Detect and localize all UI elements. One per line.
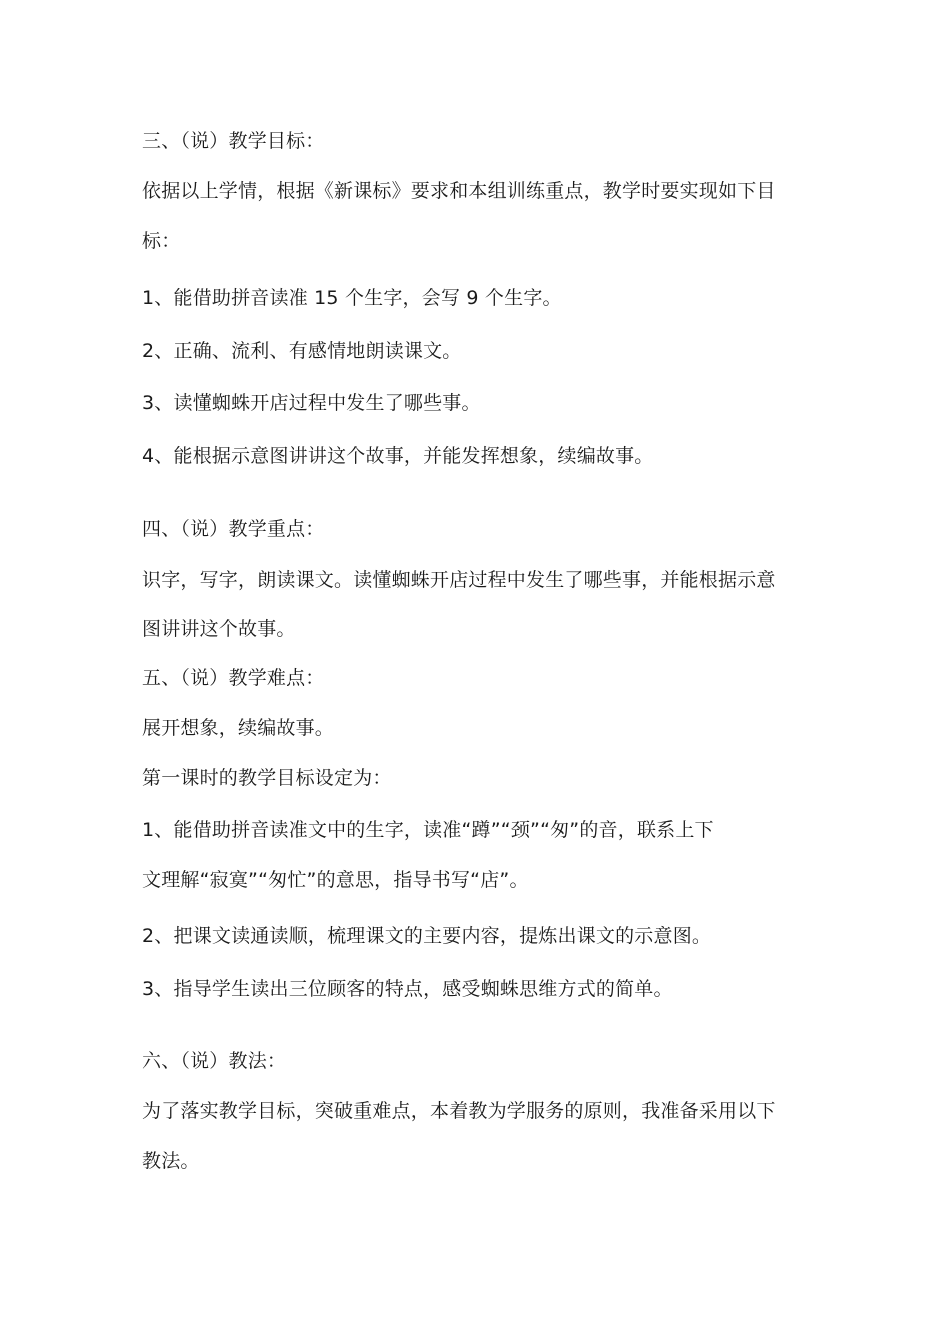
key-points-line2: 图讲讲这个故事。 bbox=[142, 618, 296, 640]
key-points-line1: 识字，写字，朗读课文。读懂蜘蛛开店过程中发生了哪些事，并能根据示意 bbox=[142, 569, 776, 591]
objective-item-1: 1、能借助拼音读准 15 个生字，会写 9 个生字。 bbox=[142, 287, 562, 309]
difficulties-line1: 展开想象，续编故事。 bbox=[142, 717, 335, 739]
difficulties-heading: 五、（说）教学难点： bbox=[142, 667, 325, 689]
methods-line2: 教法。 bbox=[142, 1150, 200, 1172]
objective-item-2: 2、正确、流利、有感情地朗读课文。 bbox=[142, 340, 462, 362]
methods-line1: 为了落实教学目标，突破重难点，本着教为学服务的原则，我准备采用以下 bbox=[142, 1100, 776, 1122]
objectives-heading: 三、（说）教学目标： bbox=[142, 130, 325, 152]
first-lesson-heading: 第一课时的教学目标设定为： bbox=[142, 767, 392, 789]
objectives-intro-line2: 标： bbox=[142, 230, 181, 252]
objectives-intro-line1: 依据以上学情，根据《新课标》要求和本组训练重点，教学时要实现如下目 bbox=[142, 180, 776, 202]
first-lesson-item1-line2: 文理解“寂寞”“匆忙”的意思，指导书写“店”。 bbox=[142, 869, 529, 891]
first-lesson-item1-line1: 1、能借助拼音读准文中的生字，读准“蹲”“颈”“匆”的音，联系上下 bbox=[142, 819, 714, 841]
first-lesson-item2: 2、把课文读通读顺，梳理课文的主要内容，提炼出课文的示意图。 bbox=[142, 925, 712, 947]
objective-item-3: 3、读懂蜘蛛开店过程中发生了哪些事。 bbox=[142, 392, 481, 414]
first-lesson-item3: 3、指导学生读出三位顾客的特点，感受蜘蛛思维方式的简单。 bbox=[142, 978, 673, 1000]
objective-item-4: 4、能根据示意图讲讲这个故事，并能发挥想象，续编故事。 bbox=[142, 445, 654, 467]
methods-heading: 六、（说）教法： bbox=[142, 1050, 287, 1072]
key-points-heading: 四、（说）教学重点： bbox=[142, 518, 325, 540]
